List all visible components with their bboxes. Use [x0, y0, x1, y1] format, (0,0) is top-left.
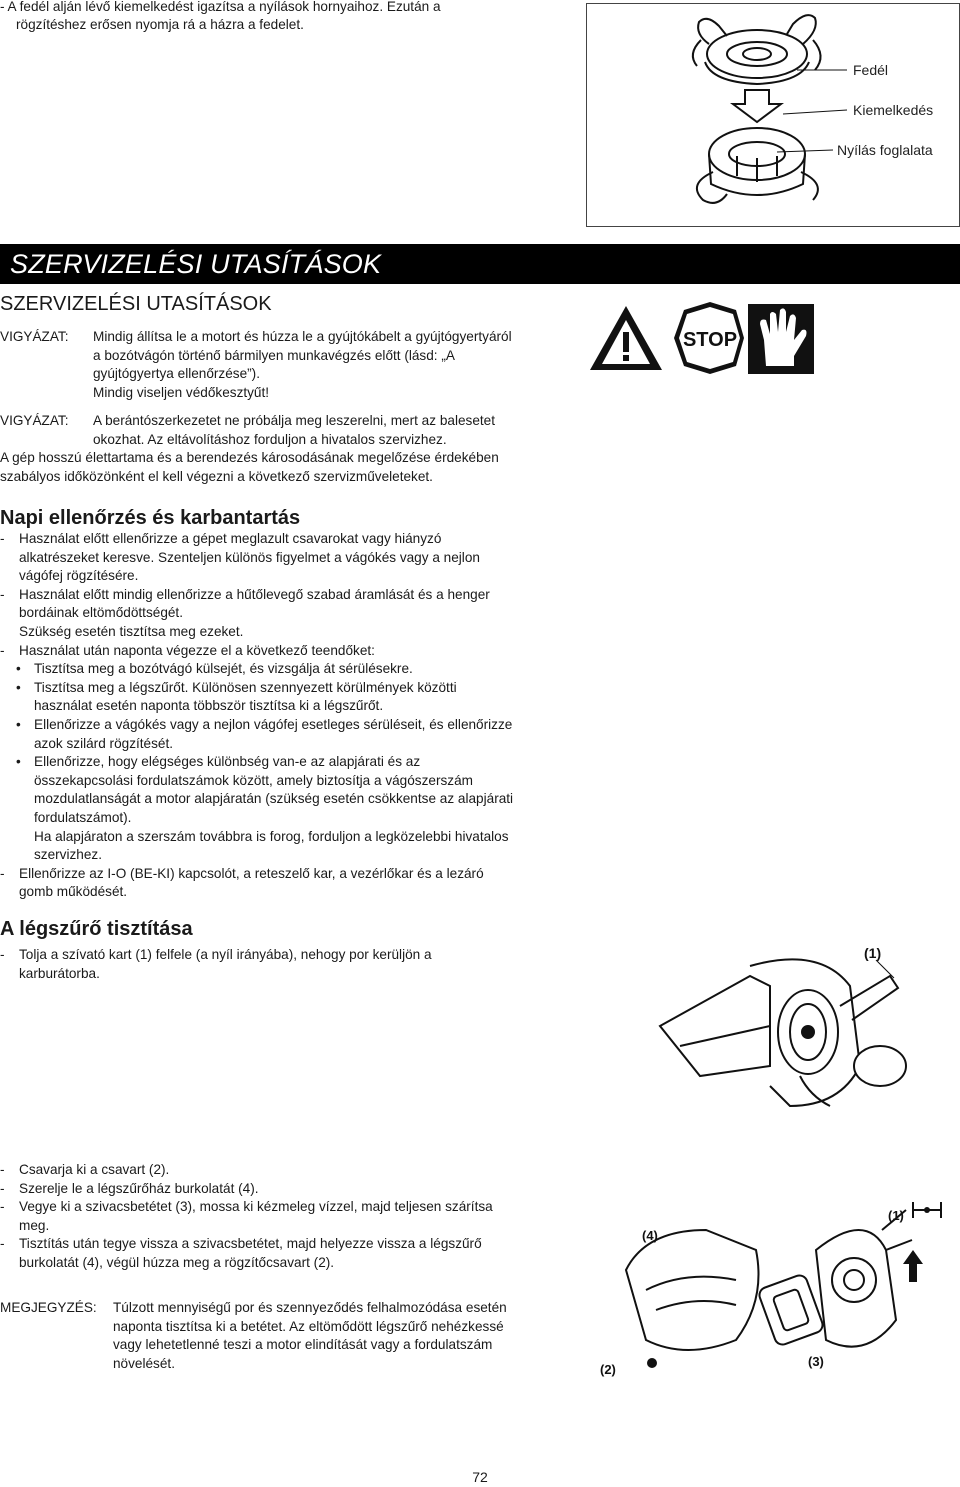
banner-title: SZERVIZELÉSI UTASÍTÁSOK [10, 249, 382, 279]
dash-marker: - [0, 1236, 5, 1252]
figure-choke-lever [640, 936, 950, 1136]
note-label: MEGJEGYZÉS: [0, 1300, 97, 1315]
list-item: Használat előtt ellenőrizze a gépet meglazult csavarokat vagy hiányzó [19, 531, 442, 546]
list-item: bordáinak eltömődöttségét. [19, 605, 183, 621]
label-1: (1) [864, 945, 882, 961]
list-item: fordulatszámot). [34, 810, 132, 825]
warning-line: Mindig viseljen védőkesztyűt! [93, 384, 270, 400]
section-banner [0, 244, 960, 284]
list-item: összekapcsolási fordulatszámok között, amely biztosítja a vágószerszám [34, 772, 473, 788]
warning-triangle-icon [590, 306, 662, 370]
list-item: gomb működését. [19, 884, 128, 900]
warning-line: gyújtógyertya ellenőrzése”). [93, 366, 260, 381]
list-item: használat esetén naponta többször tisztítsa ki a légszűrőt. [34, 698, 384, 714]
intro-para-line: szabályos időközönként el kell végezni a következő szervizműveleteket. [0, 469, 433, 484]
list-item: Ellenőrizze a vágókés vagy a nejlon vágófej esetleges sérüléseit, és ellenőrizze [34, 717, 513, 732]
list-item: mozdulatlanságát a motor alapjáratán (szükség esetén csökkentse az alapjárati [34, 791, 514, 807]
list-item: szervizhez. [34, 847, 102, 863]
dash-marker: - [0, 1180, 5, 1196]
label-nyilas-foglalata: Nyílás foglalata [837, 142, 933, 158]
bullet-marker: • [16, 717, 21, 732]
list-item: Használat után naponta végezze el a következő teendőket: [19, 642, 375, 658]
list-item: Tisztítsa meg a bozótvágó külsejét, és vizsgálja át sérülésekre. [34, 661, 413, 677]
label-3: (3) [808, 1354, 824, 1369]
figure-air-filter-disassembly [586, 1160, 958, 1390]
section-heading-daily-check: Napi ellenőrzés és karbantartás [0, 507, 301, 529]
step-item: Szerelje le a légszűrőház burkolatát (4). [19, 1180, 259, 1196]
air-filter-disassembly-illustration [586, 1160, 958, 1390]
note-line: növelését. [113, 1355, 175, 1371]
dash-marker: - [0, 1162, 5, 1177]
label-4: (4) [642, 1228, 658, 1243]
label-1: (1) [888, 1208, 904, 1223]
warning-line: Mindig állítsa le a motort és húzza le a gyújtókábelt a gyújtógyertyáról [93, 329, 512, 344]
dash-marker: - [0, 947, 5, 962]
note-line: Túlzott mennyiségű por és szennyeződés felhalmozódása esetén [113, 1300, 507, 1315]
note-line: naponta tisztítsa ki a betétet. Az eltömődött légszűrő nehézkessé [113, 1318, 504, 1334]
step-item: Vegye ki a szivacsbetétet (3), mossa ki kézmeleg vízzel, majd teljesen szárítsa [19, 1199, 493, 1215]
list-item: karburátorba. [19, 965, 100, 981]
list-item: vágófej rögzítésére. [19, 568, 139, 584]
step-item: Tisztítás után tegye vissza a szivacsbetétet, majd helyezze vissza a légszűrő [19, 1236, 482, 1252]
intro-line-1: - A fedél alján lévő kiemelkedést igazítsa a nyílások hornyaihoz. Ezután a [0, 0, 441, 14]
list-item: Ellenőrizze, hogy elégséges különbség van-e az alapjárati és az [34, 754, 421, 770]
list-item: Szükség esetén tisztítsa meg ezeket. [19, 624, 244, 639]
step-item: Csavarja ki a csavart (2). [19, 1162, 170, 1177]
bullet-marker: • [16, 679, 21, 695]
safety-icons [588, 300, 948, 380]
warning-line: A berántószerkezetet ne próbálja meg leszerelni, mert az balesetet [93, 413, 495, 428]
arrow-up-icon [903, 1250, 923, 1282]
daily-check-list [0, 530, 560, 910]
warning-label: VIGYÁZAT: [0, 413, 69, 428]
dash-marker: - [0, 865, 5, 881]
section-heading-air-filter: A légszűrő tisztítása [0, 918, 193, 940]
list-item: Ellenőrizze az I-O (BE-KI) kapcsolót, a reteszelő kar, a vezérlőkar és a lezáró [19, 865, 484, 881]
intro-para-line: A gép hosszú élettartama és a berendezés károsodásának megelőzése érdekében [0, 450, 499, 465]
dash-marker: - [0, 531, 5, 546]
dash-marker: - [0, 586, 5, 602]
glove-icon [748, 304, 814, 374]
cleaning-steps [0, 1161, 560, 1281]
note-block [0, 1299, 560, 1379]
dash-marker: - [0, 642, 5, 658]
bullet-marker: • [16, 661, 21, 677]
air-filter-list [0, 946, 560, 986]
label-fedel: Fedél [853, 62, 889, 78]
label-kiemelkedes: Kiemelkedés [853, 102, 934, 118]
page-number: 72 [472, 1469, 488, 1485]
dash-marker: - [0, 1199, 5, 1215]
warning-line: a bozótvágón történő bármilyen munkavégzés előtt (lásd: „A [93, 347, 455, 363]
figure-cover-assembly [586, 3, 960, 227]
list-item: Tolja a szívató kart (1) felfele (a nyíl irányába), nehogy por kerüljön a [19, 947, 432, 962]
stop-sign-text: STOP [682, 329, 738, 351]
stop-sign-icon [674, 302, 744, 374]
list-item: Ha alapjáraton a szerszám továbbra is forog, forduljon a legközelebbi hivatalos [34, 828, 509, 844]
list-item: azok szilárd rögzítését. [34, 735, 174, 751]
section-subtitle: SZERVIZELÉSI UTASÍTÁSOK [0, 293, 272, 315]
intro-line-2: rögzítéshez erősen nyomja rá a házra a fedelet. [16, 17, 304, 32]
bullet-marker: • [16, 754, 21, 770]
list-item: Használat előtt mindig ellenőrizze a hűtőlevegő szabad áramlását és a henger [19, 586, 490, 602]
warning-label: VIGYÁZAT: [0, 329, 69, 344]
cover-assembly-illustration [587, 4, 959, 226]
list-item: Tisztítsa meg a légszűrőt. Különösen szennyezett körülmények közötti [34, 679, 457, 695]
step-item: meg. [19, 1217, 50, 1233]
warning-line: okozhat. Az eltávolításhoz forduljon a hivatalos szervizhez. [93, 431, 447, 447]
step-item: burkolatát (4), végül húzza meg a rögzítőcsavart (2). [19, 1255, 335, 1270]
list-item: alkatrészeket keresve. Szenteljen különös figyelmet a vágókés vagy a nejlon [19, 549, 480, 565]
choke-lock-icon [913, 1202, 941, 1218]
note-line: vagy lehetetlenné teszi a motor elindítását vagy a fordulatszám [113, 1337, 493, 1353]
choke-lever-illustration [640, 936, 950, 1136]
label-2: (2) [600, 1362, 616, 1377]
